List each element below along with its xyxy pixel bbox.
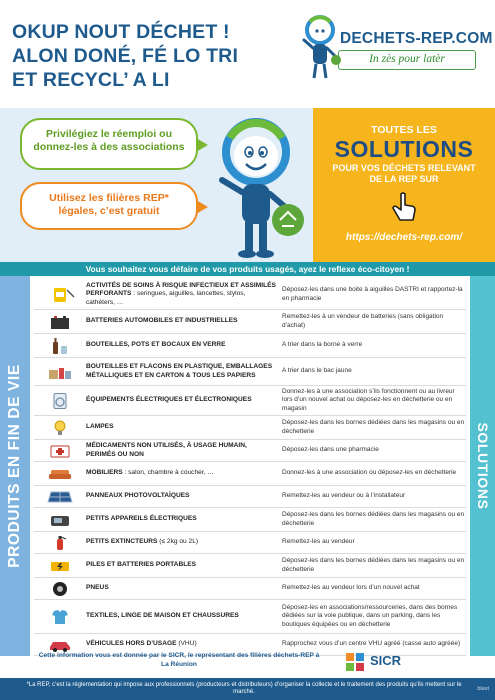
row-product-detail: : seringues, aiguilles, lancettes, stylos, cathéters, … — [86, 290, 246, 306]
promo-line-1: TOUTES LES — [371, 124, 437, 136]
row-solution: Déposez-les dans une boite à aiguilles DASTRI et rapportez-la en pharmacie — [282, 286, 463, 302]
row-product-detail: : salon, chambre à coucher, … — [122, 469, 214, 477]
promo-box — [313, 108, 495, 262]
table-row — [34, 486, 466, 508]
pointing-hand-icon — [389, 192, 419, 226]
mascot-icon — [208, 114, 308, 260]
row-product-name: PILES ET BATTERIES PORTABLES — [86, 561, 197, 569]
table-row — [34, 280, 466, 310]
row-product-name: TEXTILES, LINGE DE MAISON ET CHAUSSURES — [86, 612, 239, 620]
brand-mascot-icon — [298, 14, 342, 84]
table-row — [34, 462, 466, 486]
fire-extinguisher-icon — [45, 535, 75, 551]
table-row — [34, 578, 466, 600]
row-product-detail: (VHU) — [176, 640, 197, 648]
table-row — [34, 440, 466, 462]
table-row — [34, 600, 466, 634]
row-product-name: PETITS EXTINCTEURS — [86, 538, 158, 546]
row-product-name: BOUTEILLES, POTS ET BOCAUX EN VERRE — [86, 341, 226, 349]
medicine-icon — [45, 443, 75, 459]
row-product-name: MOBILIERS — [86, 469, 123, 477]
row-solution: A trier dans la borne à verre — [282, 341, 363, 349]
packaging-icon — [45, 364, 75, 380]
promo-line-2: SOLUTIONS — [334, 136, 474, 162]
headline-line-2: ALON DONÉ, FÉ LO TRI — [12, 45, 239, 67]
row-solution: Rapprochez vous d’un centre VHU agréé (casse auto agréée) — [282, 640, 461, 648]
row-product-name: ACTIVITÉS DE SOINS À RISQUE INFECTIEUX ET ASSIMILÉS PERFORANTS — [86, 281, 276, 298]
row-product-detail: (≤ 2kg ou 2L) — [157, 538, 199, 546]
row-solution: Remettez-les à un vendeur de batteries (sans obligation d’achat) — [282, 313, 444, 329]
right-side-label: SOLUTIONS — [474, 422, 491, 510]
row-solution: Déposez-les dans les bornes dédiées dans les magasins ou en déchetterie — [282, 419, 465, 435]
row-solution: A trier dans le bac jaune — [282, 367, 352, 375]
sofa-icon — [45, 466, 75, 482]
sicr-name: SICR — [370, 653, 402, 668]
row-product-name: VÉHICULES HORS D’USAGE — [86, 640, 177, 648]
headline — [12, 20, 282, 92]
row-solution: Déposez-les dans les bornes dédiées dans les magasins ou en déchetterie — [282, 511, 465, 527]
left-side-bar — [0, 276, 30, 656]
promo-url-link[interactable]: https://dechets-rep.com/ — [345, 232, 463, 243]
left-side-label: PRODUITS EN FIN DE VIE — [6, 364, 23, 568]
row-product-name: LAMPES — [86, 423, 114, 431]
table-row — [34, 310, 466, 334]
car-battery-icon — [45, 314, 75, 330]
reuse-bubble: Privilégiez le réemploi ou donnez-les à des associations — [20, 118, 198, 170]
headline-line-3: ET RECYCL’ A LI — [12, 69, 170, 91]
row-product-name: PNEUS — [86, 584, 109, 592]
table-row — [34, 416, 466, 440]
table-row — [34, 554, 466, 578]
hero-section — [0, 108, 495, 262]
bottom-band — [0, 678, 495, 700]
row-solution: Déposez-les dans une pharmacie — [282, 446, 379, 454]
legal-note: *La REP, c’est la réglementation qui impose aux professionnels (producteurs et distributeurs) d’organiser la collecte et le traitement des produits qu’ils mettent sur le marché. — [26, 682, 462, 696]
table-row — [34, 334, 466, 358]
credit: blast — [477, 686, 489, 692]
row-solution: Donnez-les à une association ou déposez-les en déchetterie — [282, 469, 457, 477]
small-appliance-icon — [45, 512, 75, 528]
header — [0, 0, 495, 108]
promo-line-3: POUR VOS DÉCHETS RELEVANT DE LA REP SUR — [332, 163, 476, 184]
row-product-name: MÉDICAMENTS NON UTILISÉS, À USAGE HUMAIN, PERIMÉS OU NON — [86, 442, 247, 458]
washing-machine-icon — [45, 393, 75, 409]
sicr-logo-icon — [344, 651, 366, 673]
row-solution: Remettez-les au vendeur lors d’un nouvel achat — [282, 584, 420, 592]
eco-banner: Vous souhaitez vous défaire de vos produits usagés, ayez le reflexe éco-citoyen ! — [0, 262, 495, 276]
clothes-icon — [45, 609, 75, 625]
rep-bubble: Utilisez les filières REP* légales, c’est gratuit — [20, 182, 198, 230]
glass-bottle-icon — [45, 338, 75, 354]
right-side-bar — [470, 276, 495, 656]
table-row — [34, 386, 466, 416]
footer-note: Cette information vous est donnée par le SICR, le représentant des filières déchets-REP à La Réunion — [38, 652, 320, 668]
row-product-name: PETITS APPAREILS ÉLECTRIQUES — [86, 515, 197, 523]
row-solution: Donnez-les à une association s’ils fonctionnent ou au livreur lors d’un nouvel achat ou déposez-les en déchetterie ou en magasin — [282, 387, 455, 412]
row-solution: Déposez-les dans les bornes dédiées dans les magasins ou en déchetterie — [282, 557, 465, 573]
row-product-name: BATTERIES AUTOMOBILES ET INDUSTRIELLES — [86, 317, 238, 325]
reuse-bubble-tail — [196, 138, 208, 152]
row-solution: Remettez-les au vendeur — [282, 538, 355, 546]
car-icon — [45, 637, 75, 653]
row-product-name: BOUTEILLES ET FLACONS EN PLASTIQUE, EMBALLAGES MÉTALLIQUES ET EN CARTON & TOUS LES PAPIERS — [86, 363, 273, 379]
battery-icon — [45, 558, 75, 574]
tyre-icon — [45, 581, 75, 597]
row-product-name: ÉQUIPEMENTS ÉLECTRIQUES ET ÉLECTRONIQUES — [86, 396, 252, 404]
brand-name[interactable]: DECHETS-REP.COM — [340, 30, 493, 47]
row-product-name: PANNEAUX PHOTOVOLTAÏQUES — [86, 492, 190, 500]
table-row — [34, 508, 466, 532]
headline-line-1: OKUP NOUT DÉCHET ! — [12, 21, 230, 43]
brand-tagline: In zès pour latèr — [338, 50, 476, 70]
table-row — [34, 358, 466, 386]
solar-panel-icon — [45, 489, 75, 505]
sharps-container-icon — [45, 287, 75, 303]
row-solution: Déposez-les en associations/ressourceries, dans des bornes dédiées sur la voie publique, dans un parking, dans les boutiques équipées ou en déchetterie — [282, 603, 458, 628]
waste-table — [34, 280, 466, 656]
table-row — [34, 532, 466, 554]
light-bulb-icon — [45, 420, 75, 436]
row-solution: Remettez-les au vendeur ou à l’installateur — [282, 492, 406, 500]
rep-bubble-tail — [196, 200, 208, 214]
